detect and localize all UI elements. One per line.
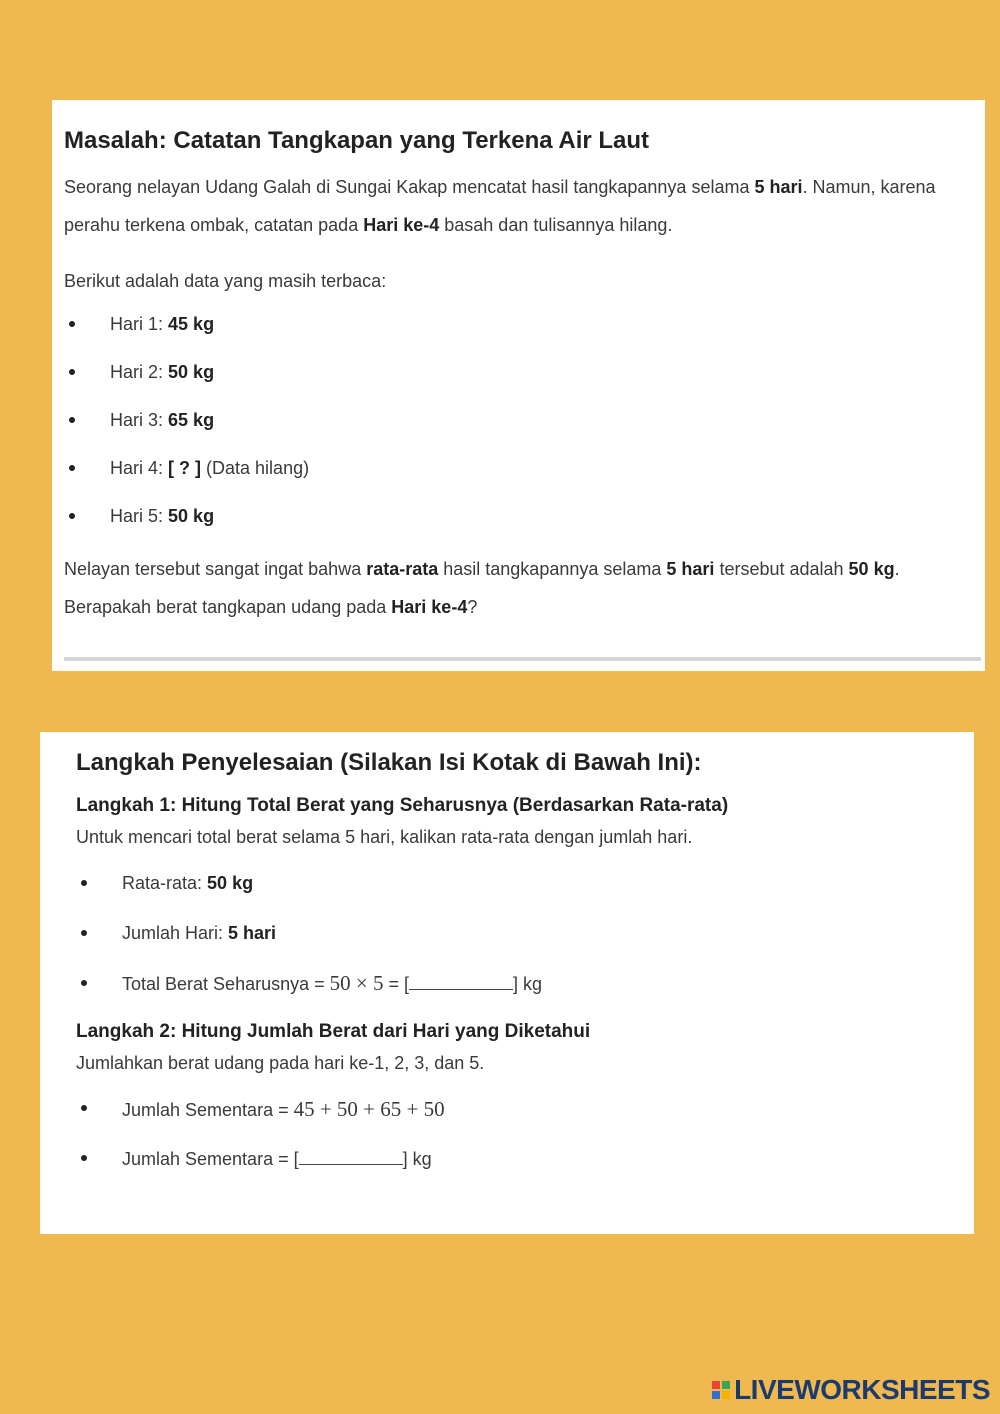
divider [64,657,981,661]
item-label: Jumlah Sementara = [122,1100,294,1120]
math-expression: 50 × 5 [329,971,384,995]
solution-card [40,732,974,1234]
solution-title: Langkah Penyelesaian (Silakan Isi Kotak di Bawah Ini): [76,749,702,776]
text: . Berapakah berat tangkapan udang pada [64,559,900,617]
day-value: 45 kg [168,314,215,334]
bold-text: 5 hari [666,559,715,579]
answer-blank-total[interactable] [409,973,513,990]
day-value: 50 kg [168,506,215,526]
logo-square [712,1381,720,1389]
brand-watermark [712,1372,990,1408]
unit-label: ] kg [402,1149,432,1169]
day-item [64,348,973,396]
day-label: Hari 4: [110,458,169,478]
day-list [64,300,973,540]
day-value: 50 kg [168,362,215,382]
step2-item [76,1084,938,1134]
text: hasil tangkapannya selama [438,559,667,579]
item-value: 50 kg [207,873,254,893]
day-label: Hari 5: [110,506,169,526]
day-value: 65 kg [168,410,215,430]
item-value: 5 hari [228,923,277,943]
text: Seorang nelayan Udang Galah di Sungai Kakap mencatat hasil tangkapannya selama [64,177,755,197]
bold-text: Hari ke-4 [363,215,440,235]
day-value: [ ? ] [168,458,202,478]
item-label: Jumlah Sementara = [ [122,1149,299,1169]
math-expression: 45 + 50 + 65 + 50 [293,1097,445,1121]
step2-description: Jumlahkan berat udang pada hari ke-1, 2, 3, dan 5. [76,1053,485,1073]
unit-label: ] kg [512,974,542,994]
answer-blank-sum[interactable] [299,1148,403,1165]
step1-list [76,858,938,1008]
logo-square [722,1381,730,1389]
day-item [64,300,973,348]
step2-list [76,1084,938,1184]
problem-title: Masalah: Catatan Tangkapan yang Terkena Air Laut [64,127,650,154]
brand-logo-icon [712,1381,730,1399]
day-item [64,396,973,444]
item-label: Rata-rata: [122,873,208,893]
text: basah dan tulisannya hilang. [439,215,673,235]
day-label: Hari 2: [110,362,169,382]
item-label: Jumlah Hari: [122,923,229,943]
problem-paragraph [64,168,973,244]
text: Nelayan tersebut sangat ingat bahwa [64,559,367,579]
step1-item [76,908,938,958]
day-note: (Data hilang) [201,458,310,478]
day-label: Hari 3: [110,410,169,430]
bold-text: 50 kg [848,559,895,579]
day-label: Hari 1: [110,314,169,334]
step1-description: Untuk mencari total berat selama 5 hari, kalikan rata-rata dengan jumlah hari. [76,827,693,847]
brand-name: LIVEWORKSHEETS [734,1374,990,1405]
item-label: Total Berat Seharusnya = [122,974,330,994]
step1-item [76,858,938,908]
text: tersebut adalah [714,559,849,579]
logo-square [712,1391,720,1399]
bold-text: Hari ke-4 [391,597,468,617]
bold-text: rata-rata [366,559,439,579]
text: . Namun, karena perahu terkena ombak, catatan pada [64,177,936,235]
bold-text: 5 hari [754,177,803,197]
question-paragraph [64,550,973,626]
text: ? [467,597,478,617]
step1-heading: Langkah 1: Hitung Total Berat yang Seharusnya (Berdasarkan Rata-rata) [76,795,729,816]
step1-item [76,958,938,1008]
logo-square [722,1391,730,1399]
day-item [64,444,973,492]
problem-card [52,100,985,671]
item-label: = [ [383,974,409,994]
step2-heading: Langkah 2: Hitung Jumlah Berat dari Hari yang Diketahui [76,1021,591,1042]
data-intro: Berikut adalah data yang masih terbaca: [64,271,387,291]
step2-item [76,1134,938,1184]
day-item [64,492,973,540]
